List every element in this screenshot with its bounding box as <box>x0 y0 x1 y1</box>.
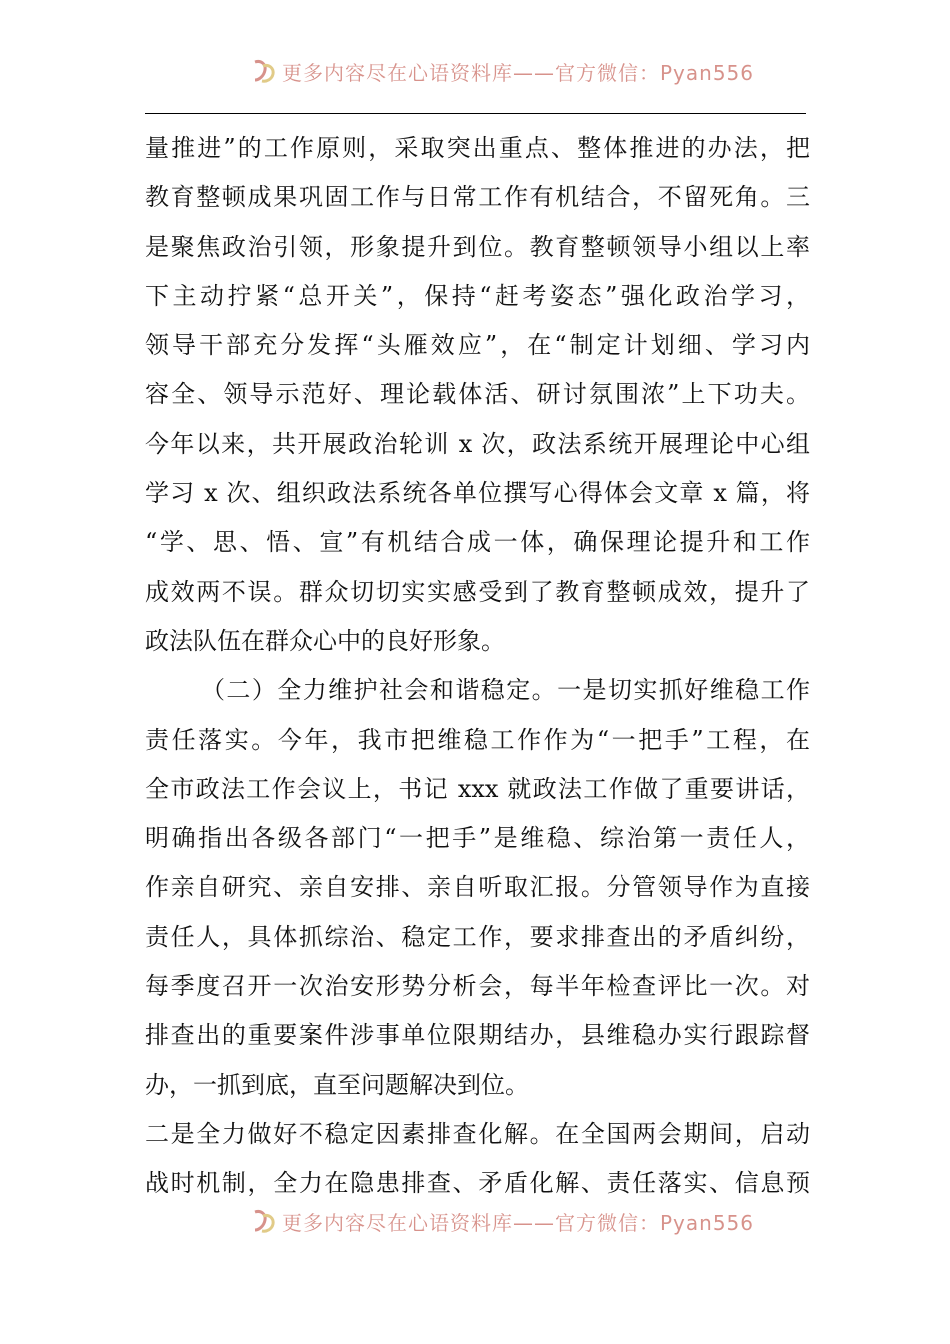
text-line: 成效两不误。群众切切实实感受到了教育整顿成效，提升了 <box>145 577 810 606</box>
text-line: 领导干部充分发挥“头雁效应”，在“制定计划细、学习内 <box>145 331 810 360</box>
text-line: 教育整顿成果巩固工作与日常工作有机结合，不留死角。三 <box>145 183 810 212</box>
text-line: 每季度召开一次治安形势分析会，每半年检查评比一次。对 <box>145 972 810 1001</box>
text-line: 学习 x 次、组织政法系统各单位撰写心得体会文章 x 篇，将 <box>145 479 810 508</box>
watermark-text: 更多内容尽在心语资料库——官方微信：Pyan556 <box>282 60 755 85</box>
text-line: 二是全力做好不稳定因素排查化解。在全国两会期间，启动 <box>145 1119 810 1148</box>
text-line: 责任落实。今年，我市把维稳工作作为“一把手”工程，在 <box>145 725 810 754</box>
text-line: 容全、领导示范好、理论载体活、研讨氛围浓”上下功夫。 <box>145 380 810 409</box>
watermark-logo-icon <box>252 58 278 84</box>
text-line: 责任人，具体抓综治、稳定工作，要求排查出的矛盾纠纷， <box>145 922 810 951</box>
text-line: 政法队伍在群众心中的良好形象。 <box>145 626 505 655</box>
text-line: 是聚焦政治引领，形象提升到位。教育整顿领导小组以上率 <box>145 232 810 261</box>
watermark-logo-icon <box>252 1208 278 1234</box>
text-line: 作亲自研究、亲自安排、亲自听取汇报。分管领导作为直接 <box>145 873 810 902</box>
text-line: 排查出的重要案件涉事单位限期结办，县维稳办实行跟踪督 <box>145 1021 810 1050</box>
header-divider <box>145 113 806 114</box>
text-line: 全市政法工作会议上，书记 xxx 就政法工作做了重要讲话， <box>145 774 810 803</box>
document-body <box>145 124 810 1209</box>
header-watermark <box>252 56 754 86</box>
text-line: 下主动拧紧“总开关”，保持“赶考姿态”强化政治学习， <box>145 281 810 310</box>
text-line: 明确指出各级各部门“一把手”是维稳、综治第一责任人， <box>145 824 810 853</box>
watermark-text: 更多内容尽在心语资料库——官方微信：Pyan556 <box>282 1210 755 1235</box>
text-line: “学、思、悟、宣”有机结合成一体，确保理论提升和工作 <box>145 528 810 557</box>
text-line: 办，一抓到底，直至问题解决到位。 <box>145 1070 529 1099</box>
text-line: 今年以来，共开展政治轮训 x 次，政法系统开展理论中心组 <box>145 429 810 458</box>
footer-watermark <box>252 1206 754 1236</box>
text-line: 战时机制，全力在隐患排查、矛盾化解、责任落实、信息预 <box>145 1169 810 1198</box>
section-heading-line: （二）全力维护社会和谐稳定。一是切实抓好维稳工作 <box>201 676 810 705</box>
text-line: 量推进”的工作原则，采取突出重点、整体推进的办法，把 <box>145 134 810 162</box>
